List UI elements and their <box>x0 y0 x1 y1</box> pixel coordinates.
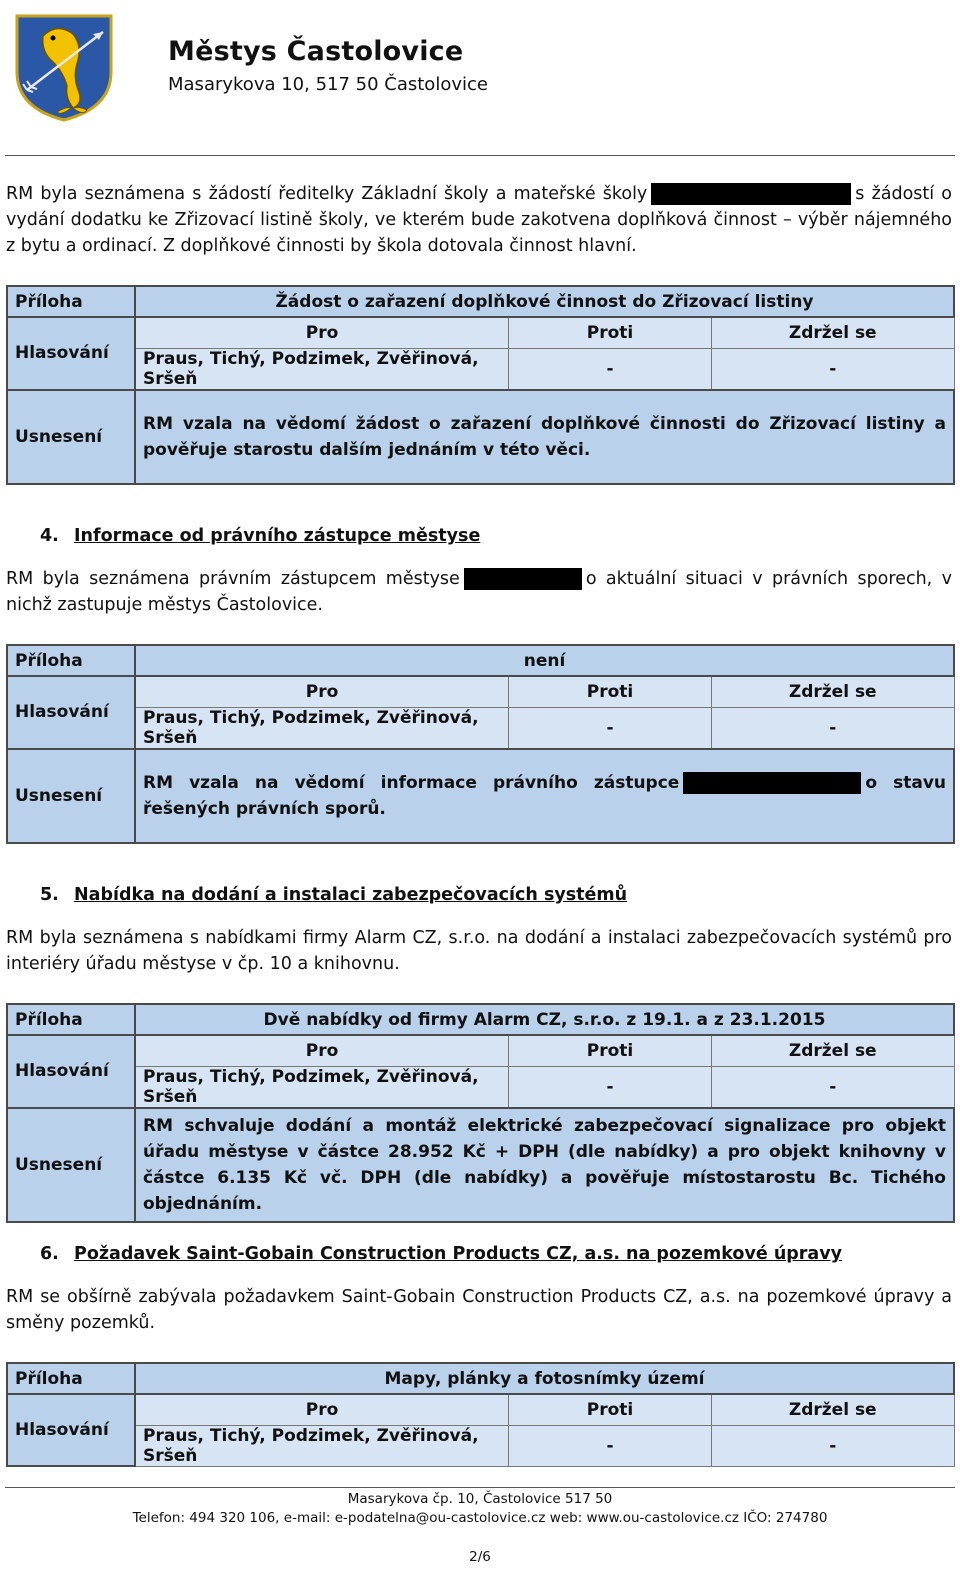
priloha-label: Příloha <box>7 1004 135 1035</box>
header-divider <box>5 155 955 156</box>
letterhead <box>0 0 960 158</box>
footer-contacts: Telefon: 494 320 106, e-mail: e-podatelna@ou-castolovice.cz web: www.ou-castolovice.cz IČO: 274780 <box>132 1510 828 1526</box>
vote-pro-names: Praus, Tichý, Podzimek, Zvěřinová, Sršeň <box>135 1066 509 1108</box>
vote-pro-header: Pro <box>135 1035 509 1066</box>
redacted-name <box>651 183 851 205</box>
vote-zdrzel-header: Zdržel se <box>712 317 955 348</box>
vote-zdrzel-header: Zdržel se <box>712 1035 955 1066</box>
usneseni-text: RM vzala na vědomí žádost o zařazení doplňkové činnosti do Zřizovací listiny a pověřuje starostu dalším jednáním v této věci. <box>135 390 954 484</box>
intro-text-b: s žádostí o vydání dodatku ke Zřizovací listině školy, ve kterém bude zakotvena doplňková činnost – výběr nájemného z bytu a ordinací. Z doplňkové činnosti by škola dotovala činnost hlavní. <box>6 184 952 256</box>
resolution-table-3 <box>6 1003 955 1223</box>
vote-proti-header: Proti <box>509 1394 712 1425</box>
section-5-heading <box>40 885 627 905</box>
section-4-heading <box>40 526 480 546</box>
hlasovani-label: Hlasování <box>7 676 135 749</box>
priloha-label: Příloha <box>7 645 135 676</box>
usneseni-text: RM schvaluje dodání a montáž elektrické zabezpečovací signalizace pro objekt úřadu městyse v částce 28.952 Kč + DPH (dle nabídky) a pro objekt knihovny v částce 6.135 Kč vč. DPH (dle nabídky) a pověřuje místostarostu Bc. Tichého objednáním. <box>135 1108 954 1222</box>
vote-proti-header: Proti <box>509 317 712 348</box>
vote-pro-header: Pro <box>135 317 509 348</box>
vote-pro-names: Praus, Tichý, Podzimek, Zvěřinová, Sršeň <box>135 1425 509 1466</box>
vote-proti-header: Proti <box>509 1035 712 1066</box>
vote-zdrzel-value: - <box>712 1425 955 1466</box>
usneseni-label: Usnesení <box>7 390 135 484</box>
vote-pro-names: Praus, Tichý, Podzimek, Zvěřinová, Sršeň <box>135 707 509 749</box>
vote-pro-names: Praus, Tichý, Podzimek, Zvěřinová, Sršeň <box>135 348 509 390</box>
hlasovani-label: Hlasování <box>7 1035 135 1108</box>
vote-zdrzel-value: - <box>712 1066 955 1108</box>
intro-text-a: RM byla seznámena s žádostí ředitelky Základní školy a mateřské školy <box>6 184 648 204</box>
vote-proti-value: - <box>509 1425 712 1466</box>
vote-zdrzel-value: - <box>712 348 955 390</box>
town-address: Masarykova 10, 517 50 Častolovice <box>168 74 488 95</box>
vote-zdrzel-header: Zdržel se <box>712 676 955 707</box>
coat-of-arms-fish-icon <box>13 12 115 122</box>
usneseni-text <box>135 749 954 843</box>
vote-proti-value: - <box>509 707 712 749</box>
section-title: Požadavek Saint-Gobain Construction Products CZ, a.s. na pozemkové úpravy <box>74 1244 843 1264</box>
usneseni-text-a: RM vzala na vědomí informace právního zástupce <box>143 772 680 793</box>
section-title: Informace od právního zástupce městyse <box>74 526 481 546</box>
page-number: 2/6 <box>469 1549 491 1565</box>
section-number: 6. <box>40 1244 59 1264</box>
town-title: Městys Častolovice <box>168 36 464 67</box>
resolution-table-1 <box>6 285 955 485</box>
resolution-table-4 <box>6 1362 955 1467</box>
vote-proti-value: - <box>509 1066 712 1108</box>
redacted-name <box>464 568 582 590</box>
footer-address: Masarykova čp. 10, Častolovice 517 50 <box>347 1491 613 1507</box>
priloha-label: Příloha <box>7 1363 135 1394</box>
priloha-value: není <box>135 645 954 676</box>
section-4-paragraph <box>6 566 952 618</box>
priloha-label: Příloha <box>7 286 135 317</box>
section-title: Nabídka na dodání a instalaci zabezpečovacích systémů <box>74 885 628 905</box>
section-4-text-b: o aktuální situaci v právních sporech, v nichž zastupuje městys Častolovice. <box>6 569 953 615</box>
intro-paragraph <box>6 181 952 259</box>
section-6-heading <box>40 1244 842 1264</box>
section-6-paragraph: RM se obšírně zabývala požadavkem Saint-Gobain Construction Products CZ, a.s. na pozemkové úpravy a směny pozemků. <box>6 1287 952 1333</box>
priloha-value: Žádost o zařazení doplňkové činnost do Zřizovací listiny <box>135 286 954 317</box>
vote-pro-header: Pro <box>135 676 509 707</box>
vote-proti-value: - <box>509 348 712 390</box>
usneseni-label: Usnesení <box>7 1108 135 1222</box>
priloha-value: Mapy, plánky a fotosnímky území <box>135 1363 954 1394</box>
footer-divider <box>5 1487 955 1488</box>
redacted-name <box>683 772 861 794</box>
vote-zdrzel-value: - <box>712 707 955 749</box>
vote-proti-header: Proti <box>509 676 712 707</box>
resolution-table-2 <box>6 644 955 844</box>
hlasovani-label: Hlasování <box>7 317 135 390</box>
usneseni-label: Usnesení <box>7 749 135 843</box>
section-4-text-a: RM byla seznámena právním zástupcem městyse <box>6 569 460 589</box>
vote-zdrzel-header: Zdržel se <box>712 1394 955 1425</box>
priloha-value: Dvě nabídky od firmy Alarm CZ, s.r.o. z 19.1. a z 23.1.2015 <box>135 1004 954 1035</box>
section-number: 4. <box>40 526 59 546</box>
vote-pro-header: Pro <box>135 1394 509 1425</box>
usneseni-text-b: o stavu řešených právních sporů. <box>143 772 947 819</box>
section-number: 5. <box>40 885 59 905</box>
hlasovani-label: Hlasování <box>7 1394 135 1466</box>
section-5-paragraph: RM byla seznámena s nabídkami firmy Alarm CZ, s.r.o. na dodání a instalaci zabezpečovacích systémů pro interiéry úřadu městyse v čp. 10 a knihovnu. <box>6 928 952 974</box>
